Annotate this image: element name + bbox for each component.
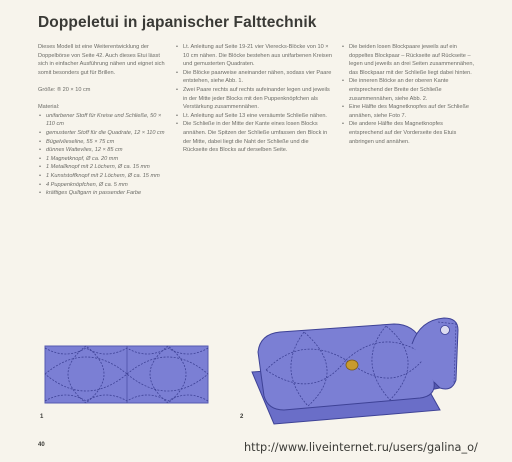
intro-column (38, 43, 168, 198)
figure-1-label: 1 (40, 414, 44, 420)
material-item: • kräftiges Quiltgarn in passender Farbe (38, 189, 168, 198)
instruction-step: • Die andere Hälfte des Magnetknopfes entsprechend auf der Vorderseite des Etuis anbringen und annähen. (341, 120, 476, 146)
material-item: • dünnes Wattevlies, 12 × 85 cm (38, 146, 168, 155)
material-heading: Material: (38, 104, 60, 111)
material-item: • Bügelvlieseline, 55 × 75 cm (38, 138, 168, 147)
material-item: • 1 Magnetknopf, Ø ca. 20 mm (38, 155, 168, 164)
material-item: • 4 Puppenknöpfchen, Ø ca. 5 mm (38, 181, 168, 190)
instruction-step: • Lt. Anleitung auf Seite 19-21 vier Vierecks-Blöcke von 10 × 10 cm nähen. Die Blöcke bestehen aus unifarbenen Kreisen und gemusterten Quadraten. (175, 43, 333, 69)
instruction-step: • Eine Hälfte des Magnetknopfes auf der Schließe annähen, siehe Foto 7. (341, 103, 476, 120)
intro-paragraph: Dieses Modell ist eine Weiterentwicklung der Doppelbörse von Seite 42. Auch dieses Etui lässt sich in einfacher Ausführung nähen und eignet sich somit besonders gut für Brillen. (38, 44, 165, 76)
material-item: • gemusterter Stoff für die Quadrate, 12 × 110 cm (38, 129, 168, 138)
instructions-column-middle (175, 43, 333, 155)
instructions-column-right (341, 43, 476, 146)
page-title: Doppeletui in japanischer Falttechnik (38, 14, 317, 31)
size-line: Größe: ® 20 × 10 cm (38, 86, 91, 93)
watermark-url: http://www.liveinternet.ru/users/galina_o/ (244, 441, 478, 454)
instruction-step: • Die beiden losen Blockpaare jeweils auf ein doppeltes Blockpaar – Rückseite auf Rückseite – legen und jeweils an drei Seiten zusammennähen, das Blockpaar mit der Schließe liegt dabei hinten. (341, 43, 476, 77)
instruction-step: • Die Blöcke paarweise aneinander nähen, sodass vier Paare entstehen, siehe Abb. 1. (175, 69, 333, 86)
instruction-step: • Zwei Paare rechts auf rechts aufeinander legen und jeweils in der Mitte jeder Blocks mit den Puppenknöpfchen als Verstärkung zusammennähen. (175, 86, 333, 112)
figure-2-illustration (244, 300, 466, 430)
material-item: • 1 Metallknopf mit 2 Löchern, Ø ca. 15 mm (38, 163, 168, 172)
figure-1-illustration (42, 336, 212, 406)
material-item: • unifarbener Stoff für Kreise und Schließe, 50 × 110 cm (38, 112, 168, 129)
figure-1-svg (42, 336, 212, 406)
figure-2-label: 2 (240, 414, 244, 420)
figure-2-svg (244, 300, 466, 430)
instruction-step: • Die Schließe in der Mitte der Kante eines losen Blocks annähen. Die Spitzen der Schließe umfassen den Block in der Mitte, dabei liegt die Naht der Schließe und die Rückseite des Blocks auf derselben Seite. (175, 120, 333, 154)
instruction-list (341, 43, 476, 146)
instruction-step: • Lt. Anleitung auf Seite 13 eine versäumte Schließe nähen. (175, 112, 333, 121)
instruction-list (175, 43, 333, 155)
material-list (38, 112, 168, 198)
material-item: • 1 Kunststoffknopf mit 2 Löchern, Ø ca. 15 mm (38, 172, 168, 181)
instruction-step: • Die inneren Blöcke an der oberen Kante entsprechend der Breite der Schließe zusammennähen, siehe Abb. 2. (341, 77, 476, 103)
page-number: 40 (38, 442, 45, 448)
